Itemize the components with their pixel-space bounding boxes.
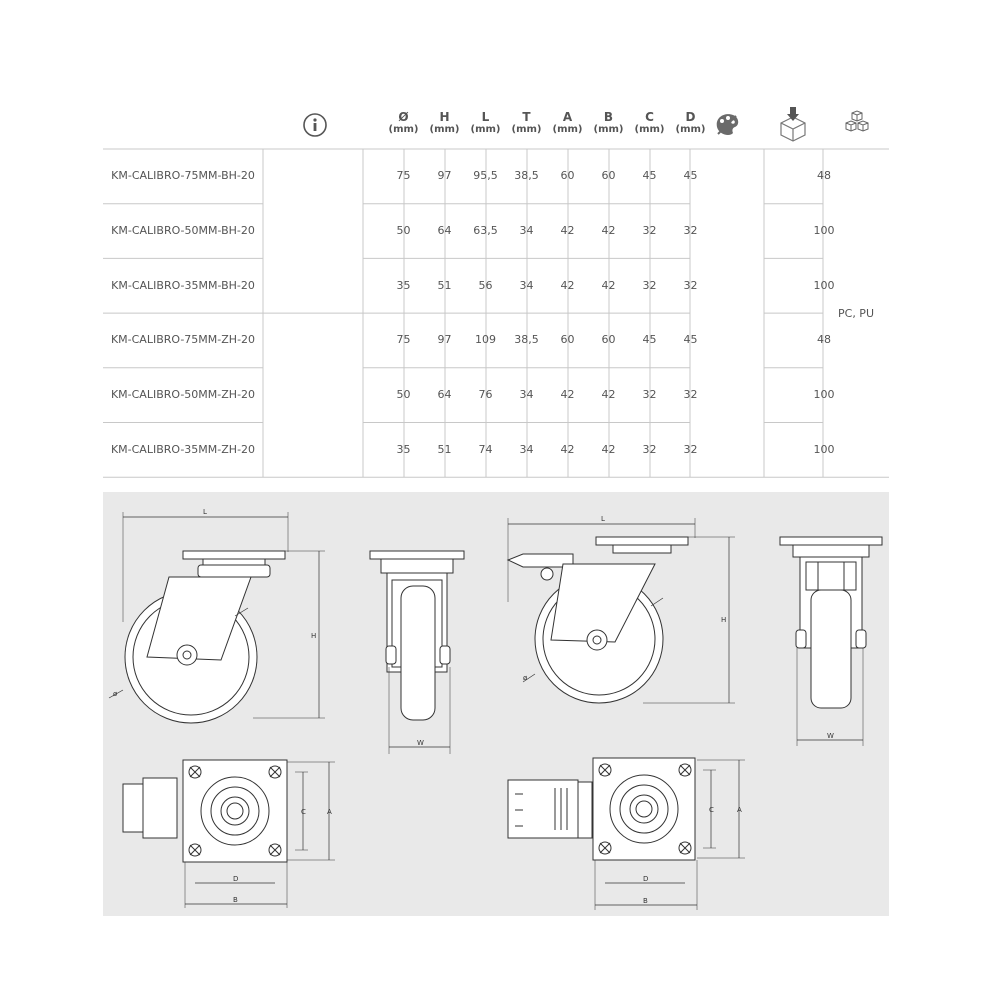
table-cell-dia: 50 <box>396 388 411 402</box>
table-cell-D: 32 <box>683 224 698 238</box>
table-cell-B: 42 <box>601 224 616 238</box>
table-cell-pack: 48 <box>817 333 831 347</box>
dim-label-dia-brake: ø <box>523 674 528 682</box>
header-unit: (mm) <box>634 124 665 135</box>
dim-label-dia: ø <box>113 690 118 698</box>
table-cell-H: 64 <box>437 388 452 402</box>
package-box-icon <box>781 107 805 141</box>
table-cell-A: 60 <box>560 169 575 183</box>
table-cell-D: 32 <box>683 278 698 292</box>
table-row-code: KM-CALIBRO-35MM-ZH-20 <box>110 442 256 456</box>
table-cell-L: 95,5 <box>473 169 498 183</box>
dim-label-D: D <box>233 875 239 883</box>
table-cell-H: 51 <box>437 442 452 456</box>
dim-label-B: B <box>233 896 238 904</box>
table-cell-pack: 100 <box>813 278 835 292</box>
table-cell-A: 60 <box>560 333 575 347</box>
table-cell-L: 76 <box>478 388 493 402</box>
header-T <box>506 110 547 136</box>
header-L <box>465 110 506 136</box>
header-unit: (mm) <box>552 124 583 135</box>
dim-label-H-brake: H <box>721 616 727 624</box>
header-symbol: D <box>685 110 696 124</box>
dim-label-W: W <box>417 739 424 747</box>
table-cell-B: 60 <box>601 169 616 183</box>
header-H <box>424 110 465 136</box>
table-cell-H: 97 <box>437 169 452 183</box>
caster-drawings <box>103 492 889 916</box>
palette-icon <box>717 114 738 135</box>
header-symbol: C <box>645 110 654 124</box>
brake-caster-front-view <box>780 537 882 746</box>
table-cell-T: 34 <box>519 224 534 238</box>
header-unit: (mm) <box>388 124 419 135</box>
header-symbol: L <box>481 110 490 124</box>
dim-label-D-brake: D <box>643 875 649 883</box>
table-row-code: KM-CALIBRO-50MM-ZH-20 <box>110 388 256 402</box>
header-symbol: A <box>562 110 573 124</box>
header-unit: (mm) <box>511 124 542 135</box>
header-symbol: Ø <box>398 110 409 124</box>
header-unit: (mm) <box>470 124 501 135</box>
table-cell-dia: 75 <box>396 333 411 347</box>
table-cell-A: 42 <box>560 388 575 402</box>
table-cell-H: 64 <box>437 224 452 238</box>
table-cell-T: 38,5 <box>514 333 539 347</box>
table-cell-C: 32 <box>642 224 657 238</box>
header-unit: (mm) <box>593 124 624 135</box>
table-cell-L: 109 <box>475 333 496 347</box>
table-cell-T: 38,5 <box>514 169 539 183</box>
top-plate-view <box>123 760 335 908</box>
table-cell-B: 42 <box>601 442 616 456</box>
table-cell-C: 32 <box>642 442 657 456</box>
table-cell-L: 74 <box>478 442 493 456</box>
table-cell-A: 42 <box>560 278 575 292</box>
caster-front-view <box>370 551 464 754</box>
table-cell-C: 32 <box>642 388 657 402</box>
spec-table <box>103 100 889 480</box>
table-cell-A: 42 <box>560 442 575 456</box>
dim-label-C-brake: C <box>709 806 714 814</box>
table-row-code: KM-CALIBRO-75MM-BH-20 <box>111 169 255 183</box>
material-value: PC, PU <box>838 307 874 320</box>
table-row-code: KM-CALIBRO-50MM-BH-20 <box>111 224 255 238</box>
dim-label-L: L <box>203 508 207 516</box>
header-dia <box>383 110 424 136</box>
table-cell-dia: 35 <box>396 442 411 456</box>
table-cell-L: 63,5 <box>473 224 498 238</box>
table-cell-L: 56 <box>478 278 493 292</box>
technical-drawings-panel <box>103 492 889 916</box>
brake-caster-side-view <box>508 518 735 703</box>
table-row-code: KM-CALIBRO-35MM-BH-20 <box>111 278 255 292</box>
table-cell-pack: 100 <box>813 388 835 402</box>
table-cell-D: 45 <box>683 169 698 183</box>
table-cell-pack: 100 <box>813 442 835 456</box>
dim-label-A-brake: A <box>737 806 742 814</box>
header-unit: (mm) <box>429 124 460 135</box>
header-symbol: T <box>522 110 531 124</box>
header-C <box>629 110 670 136</box>
table-cell-dia: 50 <box>396 224 411 238</box>
table-cell-D: 32 <box>683 442 698 456</box>
dim-label-C: C <box>301 808 306 816</box>
table-cell-pack: 100 <box>813 224 835 238</box>
table-cell-C: 32 <box>642 278 657 292</box>
dim-label-A: A <box>327 808 332 816</box>
table-cell-H: 97 <box>437 333 452 347</box>
dim-label-H: H <box>311 632 317 640</box>
table-cell-C: 45 <box>642 169 657 183</box>
table-cell-C: 45 <box>642 333 657 347</box>
table-cell-T: 34 <box>519 388 534 402</box>
material-cubes-icon <box>846 111 868 131</box>
table-cell-B: 42 <box>601 278 616 292</box>
header-A <box>547 110 588 136</box>
swivel-caster-side-view <box>109 512 325 723</box>
table-cell-A: 42 <box>560 224 575 238</box>
table-cell-T: 34 <box>519 278 534 292</box>
header-D <box>670 110 711 136</box>
table-cell-D: 45 <box>683 333 698 347</box>
header-symbol: H <box>439 110 450 124</box>
brake-top-plate-view <box>508 758 745 910</box>
table-cell-H: 51 <box>437 278 452 292</box>
header-unit: (mm) <box>675 124 706 135</box>
table-cell-dia: 35 <box>396 278 411 292</box>
table-cell-B: 42 <box>601 388 616 402</box>
table-cell-D: 32 <box>683 388 698 402</box>
table-row-code: KM-CALIBRO-75MM-ZH-20 <box>110 333 256 347</box>
table-cell-T: 34 <box>519 442 534 456</box>
table-cell-dia: 75 <box>396 169 411 183</box>
table-cell-pack: 48 <box>817 169 831 183</box>
info-icon <box>304 114 326 136</box>
header-B <box>588 110 629 136</box>
table-cell-B: 60 <box>601 333 616 347</box>
dim-label-L-brake: L <box>601 515 605 523</box>
dim-label-W-brake: W <box>827 732 834 740</box>
header-symbol: B <box>603 110 614 124</box>
dim-label-B-brake: B <box>643 897 648 905</box>
